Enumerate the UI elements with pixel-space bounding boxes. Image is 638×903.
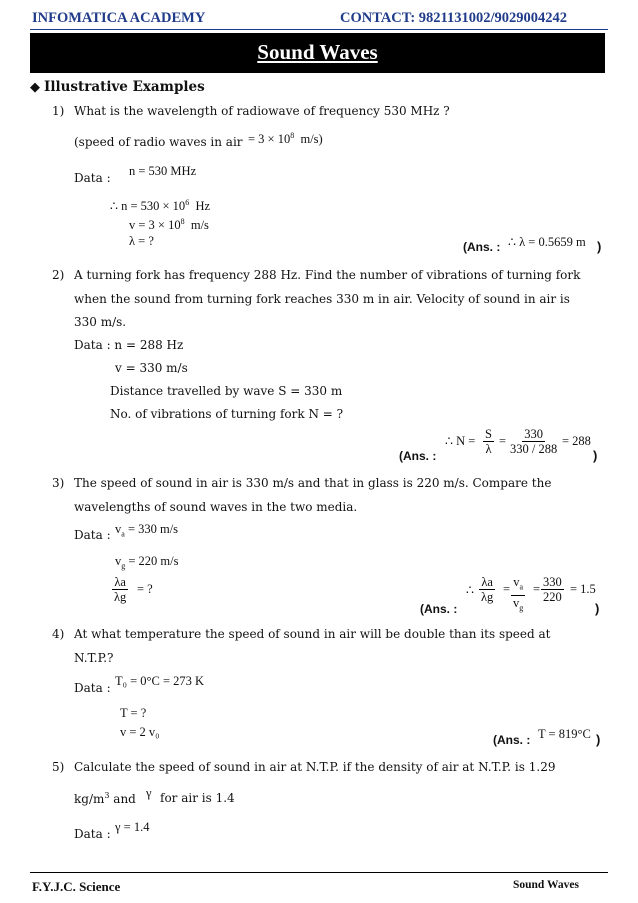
footer-rule xyxy=(30,872,608,873)
contact-info: CONTACT: 9821131002/9029004242 xyxy=(340,10,568,26)
q2-line-1: A turning fork has frequency 288 Hz. Find the number of vibrations of turning fork xyxy=(74,268,581,282)
q5-line-2 xyxy=(74,791,136,806)
q3-answer-vg xyxy=(511,596,525,616)
q4-line-1: At what temperature the speed of sound in air will be double than its speed at xyxy=(74,627,551,641)
q3-answer-ratio xyxy=(479,575,495,604)
q1-data-n: n = 530 MHz xyxy=(129,164,197,178)
q3-answer-330: 330 xyxy=(543,575,562,589)
q2-data-distance: Distance travelled by wave S = 330 m xyxy=(110,384,343,398)
q2-answer-n: ∴ N = xyxy=(445,434,476,448)
q1-note-unit: m/s xyxy=(300,132,319,147)
q3-data-vg-sym: v xyxy=(115,554,122,568)
q3-answer-close: ) xyxy=(595,601,600,616)
section-heading xyxy=(30,79,205,95)
footer-chapter: Sound Waves xyxy=(513,879,579,891)
q2-line-3: 330 m/s. xyxy=(74,315,127,329)
q4-data-t: T = ? xyxy=(120,706,147,720)
q3-data-vg-val: = 220 m/s xyxy=(128,554,179,568)
q1-note: (speed of radio waves in air xyxy=(74,135,243,149)
q4-answer-label: (Ans. : xyxy=(493,733,531,747)
q2-answer-eq: = xyxy=(499,434,507,448)
header-rule xyxy=(30,29,608,30)
q3-data-label: Data : xyxy=(74,528,111,542)
q3-number: 3) xyxy=(52,476,65,490)
section-heading-text: Illustrative Examples xyxy=(44,79,205,95)
q4-answer-value: T = 819°C xyxy=(538,727,591,741)
q3-line-2: wavelengths of sound waves in the two media. xyxy=(74,500,358,514)
q2-fraction-330-288: 330 / 288 xyxy=(510,442,558,456)
q3-data-ratio xyxy=(112,575,128,604)
q1-data-label: Data : xyxy=(74,171,111,185)
q1-data-n-hz-base: ∴ n = 530 × 10 xyxy=(110,199,186,214)
q3-data-va-sub: a xyxy=(121,529,125,539)
q4-data-t0: T₀ = 0°C = 273 K xyxy=(115,674,205,688)
q2-fraction-value xyxy=(508,427,559,456)
q2-data-v: v = 330 m/s xyxy=(115,361,188,375)
q1-data-lambda: λ = ? xyxy=(129,234,154,248)
q3-data-vg xyxy=(115,554,179,571)
q3-data-ratio-den: λg xyxy=(114,590,127,604)
q2-data-n: Data : n = 288 Hz xyxy=(74,338,184,352)
q3-answer-220: 220 xyxy=(543,590,562,604)
q3-data-vg-sub: g xyxy=(121,561,126,571)
q3-answer-result: = 1.5 xyxy=(570,582,596,596)
q5-line-2-unit: kg/m xyxy=(74,792,105,806)
q2-answer-label: (Ans. : xyxy=(399,449,437,463)
academy-name: INFOMATICA ACADEMY xyxy=(32,10,206,26)
q3-data-ratio-val: = ? xyxy=(137,582,153,596)
q3-answer-ratio-den: λg xyxy=(481,590,494,604)
q1-answer-close: ) xyxy=(597,239,602,254)
q3-answer-eq2: = xyxy=(533,582,541,596)
q3-line-1: The speed of sound in air is 330 m/s and that in glass is 220 m/s. Compare the xyxy=(74,476,552,490)
q4-answer-close: ) xyxy=(596,732,601,747)
q5-number: 5) xyxy=(52,760,65,774)
q1-number: 1) xyxy=(52,104,65,118)
q3-answer-ratio-num: λa xyxy=(481,575,493,589)
q5-data-gamma: γ = 1.4 xyxy=(115,820,150,834)
q3-data-va xyxy=(115,522,178,539)
q3-data-ratio-num: λa xyxy=(114,575,126,589)
q3-answer-therefore: ∴ xyxy=(466,583,474,597)
q3-answer-va-sub: a xyxy=(519,582,524,592)
q1-note-math xyxy=(248,131,323,147)
q3-answer-velocities xyxy=(511,575,525,615)
q2-answer-close: ) xyxy=(593,448,598,463)
q3-answer-vg-sym: v xyxy=(513,595,520,610)
q1-text: What is the wavelength of radiowave of frequency 530 MHz ? xyxy=(74,104,450,118)
q1-note-close: ) xyxy=(318,132,323,147)
q5-line-2-and: and xyxy=(109,792,136,806)
q5-line-2-post: for air is 1.4 xyxy=(160,791,235,805)
q2-fraction-s-lambda xyxy=(483,427,494,456)
q2-line-2: when the sound from turning fork reaches 330 m in air. Velocity of sound in air is xyxy=(74,292,570,306)
page-title-text: Sound Waves xyxy=(257,40,378,64)
q3-answer-va xyxy=(511,575,525,596)
q2-answer-result: = 288 xyxy=(562,434,591,448)
q2-data-vibrations: No. of vibrations of turning fork N = ? xyxy=(110,407,344,421)
q1-data-n-hz xyxy=(110,198,210,214)
q3-answer-eq1: = xyxy=(503,582,511,596)
q3-answer-label: (Ans. : xyxy=(420,602,458,616)
q4-line-2: N.T.P.? xyxy=(74,651,114,665)
q1-data-v-exp: 8 xyxy=(180,217,185,226)
q3-data-va-val: = 330 m/s xyxy=(127,522,179,536)
footer-course: F.Y.J.C. Science xyxy=(32,879,121,894)
q1-data-v-unit: m/s xyxy=(190,218,209,233)
q2-fraction-330: 330 xyxy=(524,427,543,441)
q2-number: 2) xyxy=(52,268,65,282)
q3-answer-vg-sub: g xyxy=(519,603,524,612)
q2-fraction-lambda: λ xyxy=(485,442,492,456)
q5-line-2-exp: 3 xyxy=(104,791,110,800)
q1-answer-value: ∴ λ = 0.5659 m xyxy=(508,235,586,249)
q3-data-va-sym: v xyxy=(115,522,122,536)
q1-note-math-exp: 8 xyxy=(290,131,295,140)
q4-number: 4) xyxy=(52,627,65,641)
diamond-bullet-icon: ◆ xyxy=(30,80,40,95)
q1-data-v xyxy=(129,217,209,233)
q1-data-v-base: v = 3 × 10 xyxy=(129,218,181,233)
q3-answer-numbers xyxy=(541,575,564,604)
q1-data-n-hz-exp: 6 xyxy=(185,198,190,207)
q5-gamma: γ xyxy=(146,786,152,800)
q4-data-label: Data : xyxy=(74,681,111,695)
q5-data-label: Data : xyxy=(74,827,111,841)
q5-line-1: Calculate the speed of sound in air at N.T.P. if the density of air at N.T.P. is 1.29 xyxy=(74,760,556,774)
q1-note-math-base: = 3 × 10 xyxy=(248,132,291,147)
q1-data-n-hz-unit: Hz xyxy=(195,199,211,214)
page-title xyxy=(30,33,605,73)
q1-answer-label: (Ans. : xyxy=(463,240,501,254)
q2-fraction-s: S xyxy=(485,427,492,441)
q3-answer-va-sym: v xyxy=(513,575,520,589)
q4-data-v: v = 2 v₀ xyxy=(120,725,160,739)
